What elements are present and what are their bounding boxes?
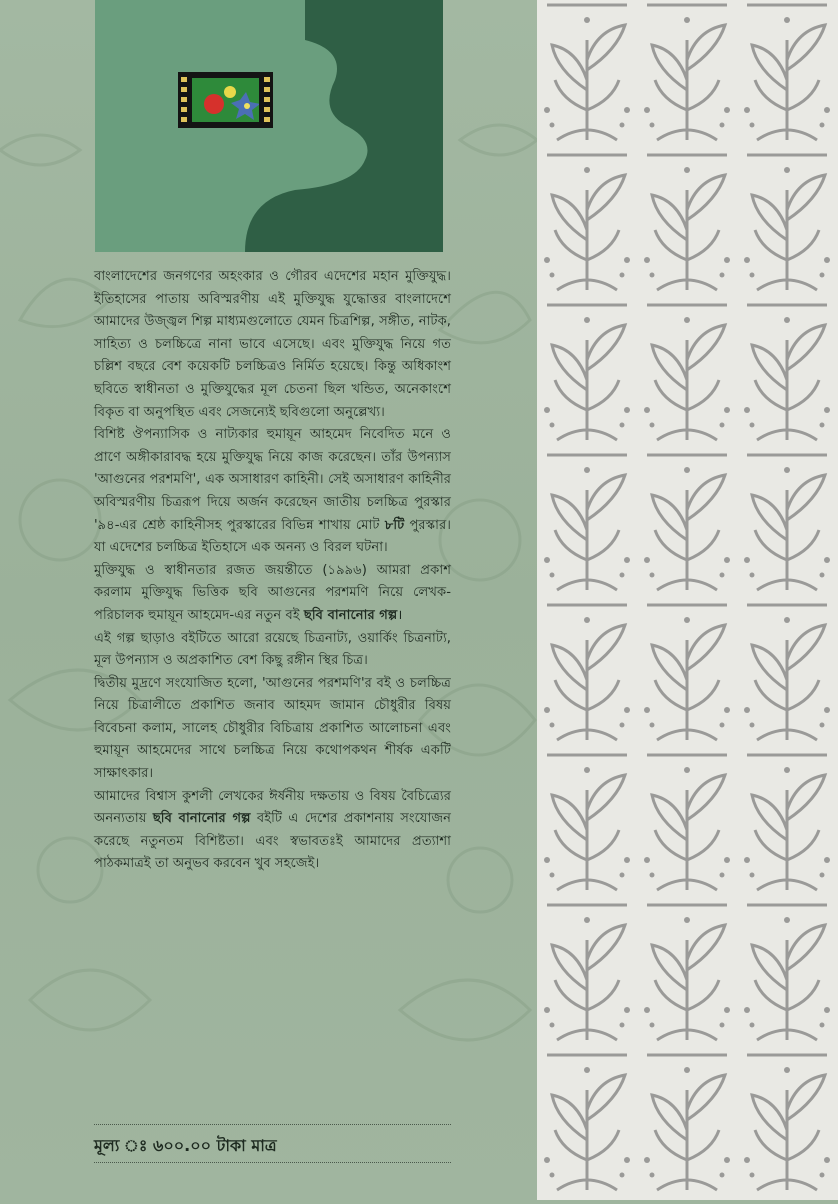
leaf-pattern [537,0,838,1200]
blurb-text [94,266,451,876]
paragraph-1: বাংলাদেশের জনগণের অহংকার ও গৌরব এদেশের মহান মুক্তিযুদ্ধ। ইতিহাসের পাতায় অবিস্মরণীয় এই মুক্তিযুদ্ধ যুদ্ধোত্তর বাংলাদেশে আমাদের উজ্জ্বল শিল্প মাধ্যমগুলোতে যেমন চিত্রশিল্প, সঙ্গীত, নাটক, সাহিত্য ও চলচ্চিত্রে নানা ভাবে এসেছে। এবং মুক্তিযুদ্ধ নিয়ে গত চল্লিশ বছরে বেশ কয়েকটি চলচ্চিত্রও নির্মিত হয়েছে। কিন্তু অধিকাংশ ছবিতে স্বাধীনতা ও মুক্তিযুদ্ধের মূল চেতনা ছিল খন্ডিত, অনেকাংশে বিকৃত বা অনুপস্থিত এবং সেজন্যেই ছবিগুলো অনুল্লেখ্য। [94,269,451,420]
paragraph-4: এই গল্প ছাড়াও বইটিতে আরো রয়েছে চিত্রনাট্য, ওয়ার্কিং চিত্রনাট্য, মূল উপন্যাস ও অপ্রকাশিত বেশ কিছু রঙ্গীন স্থির চিত্র। [94,630,451,669]
paragraph-5: দ্বিতীয় মুদ্রণে সংযোজিত হলো, 'আগুনের পরশমণি'র বই ও চলচ্চিত্র নিয়ে চিত্রালীতে প্রকাশিত জনাব আহমদ জামান চৌধুরীর বিষয় বিবেচনা কলাম, সালেহ চৌধুরীর বিচিত্রায় প্রকাশিত আলোচনা এবং হুমায়ূন আহমেদের সাথে চলচ্চিত্র নিয়ে কথোপকথন শীর্ষক একটি সাক্ষাৎকার। [94,675,451,782]
flower-frame [192,78,259,122]
price-label: মূল্য ঃ ৬০০.০০ টাকা মাত্র [94,1136,277,1155]
paragraph-6: আমাদের বিশ্বাস কুশলী লেখকের ঈর্ষনীয় দক্ষতায় ও বিষয় বৈচিত্র্যের অনন্যতায় ছবি বানানোর গল্প বইটি এ দেশের প্রকাশনায় সংযোজন করেছে নতুনতম বিশিষ্টতা। এবং স্বভাবতঃই আমাদের প্রত্যাশা পাঠকমাত্রই তা অনুভব করবেন খুব সহজেই। [94,788,451,872]
film-strip-icon [178,72,273,128]
divider-top [94,1124,451,1126]
divider-bottom [94,1162,451,1164]
paragraph-2: বিশিষ্ট ঔপন্যাসিক ও নাট্যকার হুমায়ূন আহমেদ নিবেদিত মনে ও প্রাণে অঙ্গীকারাবদ্ধ হয়ে মুক্তিযুদ্ধ নিয়ে কাজ করেছেন। তাঁর উপন্যাস 'আগুনের পরশমণি', এক অসাধারণ কাহিনী। সেই অসাধারণ কাহিনীর অবিস্মরণীয় চিত্ররূপ দিয়ে অর্জন করেছেন জাতীয় চলচ্চিত্র পুরস্কার '৯৪-এর শ্রেষ্ঠ কাহিনীসহ পুরস্কারের বিভিন্ন শাখায় মোট ৮টি পুরস্কার। যা এদেশের চলচ্চিত্র ইতিহাসে এক অনন্য ও বিরল ঘটনা। [94,427,451,556]
decorative-pattern-panel [537,0,838,1200]
paragraph-3: মুক্তিযুদ্ধ ও স্বাধীনতার রজত জয়ন্তীতে (১৯৯৬) আমরা প্রকাশ করলাম মুক্তিযুদ্ধ ভিত্তিক ছবি আগুনের পরশমণি নিয়ে লেখক-পরিচালক হুমায়ূন আহমেদ-এর নতুন বই ছবি বানানোর গল্প। [94,562,451,623]
